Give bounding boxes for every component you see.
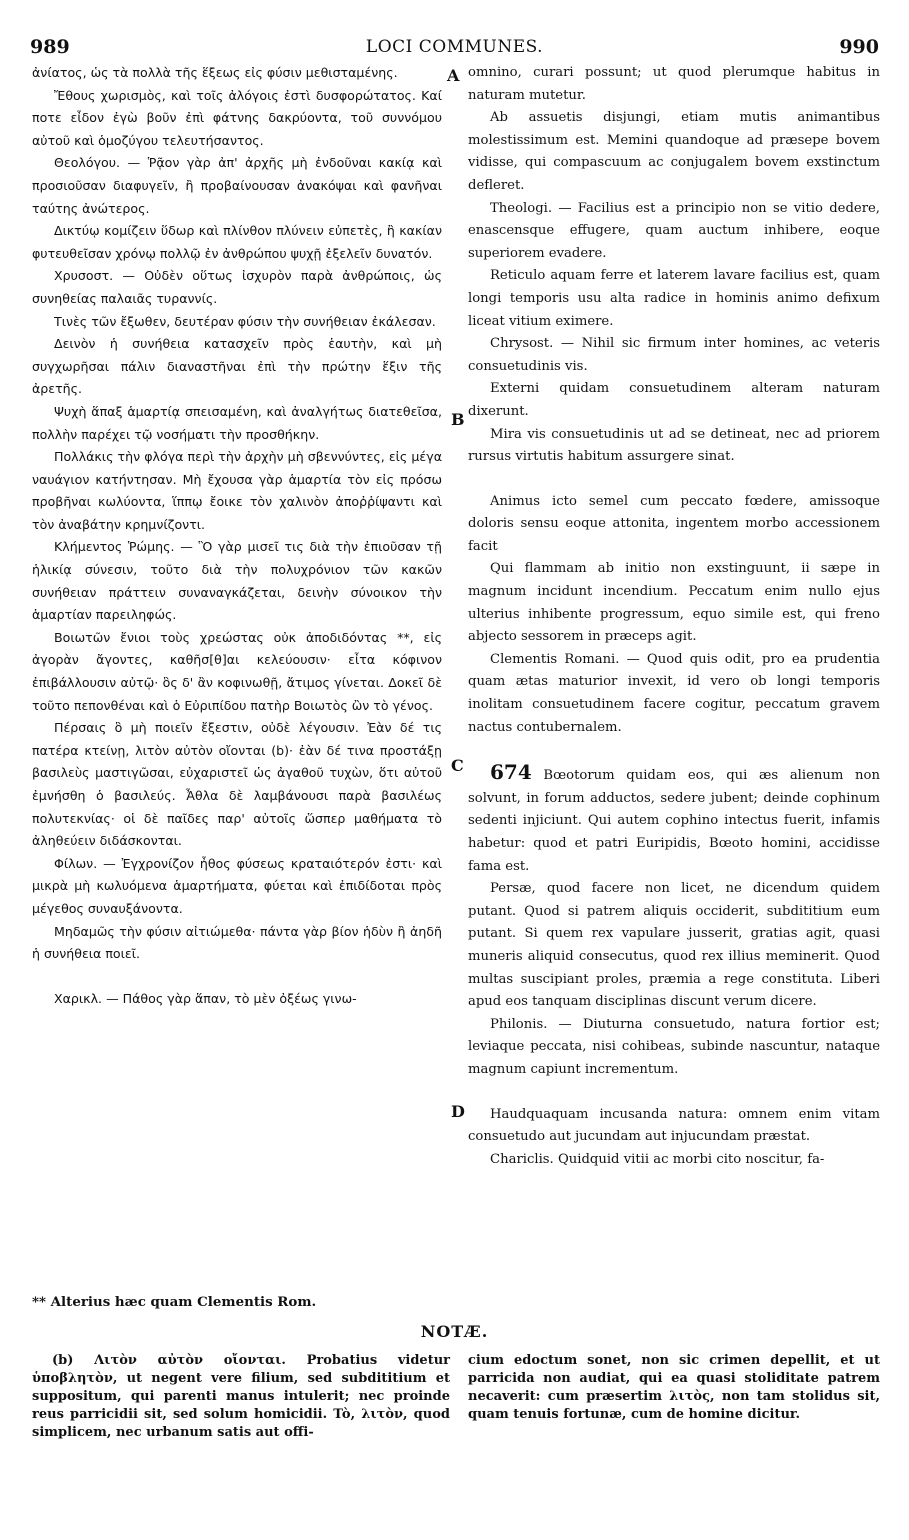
- latin-paragraph: Reticulo aquam ferre et laterem lavare facilius est, quam longi temporis usu alta radice in hominis animo defixum liceat vitium eximere.: [468, 268, 880, 329]
- greek-paragraph: Ἔθους χωρισμὸς, καὶ τοῖς ἀλόγοις ἐστὶ δυσφορώτατος. Καί ποτε εἶδον ἐγὼ βοῦν ἐπὶ φάτνης δακρύοντα, τοῦ συννόμου αὐτοῦ καὶ ὁμοζύγου τελευτήσαντος.: [32, 87, 442, 148]
- page-number-left: 989: [30, 36, 70, 58]
- latin-paragraph: omnino, curari possunt; ut quod plerumque habitus in naturam mutetur.: [468, 65, 880, 103]
- notes-heading: NOTÆ.: [420, 1322, 489, 1341]
- greek-paragraph: Πέρσαις ὃ μὴ ποιεῖν ἔξεστιν, οὐδὲ λέγουσιν. Ἐὰν δέ τις πατέρα κτείνῃ, λιτὸν αὐτὸν οἴονται (b)· ἐὰν δέ τινα προστάξῃ βασιλεὺς μαστιγῶσαι, εὐχαριστεῖ ὡς ἀγαθοῦ τυχὼν, ὅτι αὐτοῦ ἐμνήσθη ὁ βασιλεύς. Ἆθλα δὲ λαμβάνουσι παρὰ βασιλέως πολυτεκνίας· οἱ δὲ παῖδες παρ' αὐτοῖς ὥσπερ μαθήματα τὸ ἀληθεύειν διδάσκονται.: [32, 720, 442, 849]
- greek-paragraph: Χαρικλ. — Πάθος γὰρ ἅπαν, τὸ μὲν ὀξέως γινω-: [54, 990, 357, 1006]
- greek-paragraph: Δικτύῳ κομίζειν ὕδωρ καὶ πλίνθον πλύνειν εὐπετὲς, ἢ κακίαν φυτευθεῖσαν χρόνῳ πολλῷ ἐν ἀνθρώπου ψυχῇ ἐξελεῖν δυνατόν.: [32, 223, 442, 261]
- latin-paragraph: Chariclis. Quidquid vitii ac morbi cito noscitur, fa-: [490, 1151, 825, 1167]
- margin-letter-a: A: [447, 66, 460, 85]
- footnote: ** Alterius hæc quam Clementis Rom.: [32, 1294, 317, 1310]
- section-number: 674: [490, 760, 532, 785]
- greek-column: [32, 62, 442, 1274]
- greek-paragraph: ἀνίατος, ὡς τὰ πολλὰ τῆς ἕξεως εἰς φύσιν μεθισταμένης.: [32, 65, 398, 80]
- margin-letter-b: B: [451, 410, 465, 429]
- greek-paragraph: Κλήμεντος Ῥώμης. — Ὃ γὰρ μισεῖ τις διὰ τὴν ἐπιοῦσαν τῇ ἡλικίᾳ σύνεσιν, τοῦτο διὰ τὴν πολυχρόνιον τῶν κακῶν συνήθειαν πράττειν συναναγκάζεται, δεινὴν σύνοικον τὴν ἁμαρτίαν παρειληφώς.: [32, 539, 442, 623]
- latin-paragraph: Theologi. — Facilius est a principio non se vitio dedere, enascensque effugere, quam auctum inhibere, eoque superiorem evadere.: [468, 200, 880, 261]
- greek-paragraph: Τινὲς τῶν ἔξωθεν, δευτέραν φύσιν τὴν συνήθειαν ἐκάλεσαν.: [54, 313, 436, 329]
- greek-paragraph: Θεολόγου. — Ῥᾷον γὰρ ἀπ' ἀρχῆς μὴ ἐνδοῦναι κακίᾳ καὶ προσιοῦσαν διαφυγεῖν, ἢ προβαίνουσαν ἀνακόψαι καὶ φανῆναι ταύτης ἀνώτερος.: [32, 155, 442, 216]
- greek-paragraph: Ψυχὴ ἅπαξ ἁμαρτίᾳ σπεισαμένη, καὶ ἀναλγήτως διατεθεῖσα, πολλὴν παρέχει τῷ νοσήματι τὴν προσθήκην.: [32, 403, 442, 442]
- latin-paragraph: Mira vis consuetudinis ut ad se detineat, nec ad priorem rursus virtutis habitum assurgere sinat.: [468, 426, 880, 465]
- latin-paragraph: Animus icto semel cum peccato fœdere, amissoque doloris sensu eoque attonita, ingentem morbo accessionem facit: [468, 493, 880, 554]
- page-header: [30, 36, 879, 60]
- greek-paragraph: Βοιωτῶν ἔνιοι τοὺς χρεώστας οὐκ ἀποδιδόντας **, εἰς ἀγορὰν ἄγοντες, καθῆσ[θ]αι κελεύουσιν· εἶτα κόφινον ἐπιβάλλουσιν αὐτῷ· ὃς δ' ἂν κοφινωθῇ, ἄτιμος γίνεται. Δοκεῖ δὲ τοῦτο πεπονθέναι καὶ ὁ Εὐριπίδου πατὴρ Βοιωτὸς ὢν τὸ γένος.: [32, 629, 442, 713]
- latin-paragraph: Clementis Romani. — Quod quis odit, pro ea prudentia quam ætas maturior invexit, id vero ob longi temporis inolitam consuetudinem facere cogitur, peccatum gravem nactus contubernalem.: [468, 651, 880, 735]
- notes-right-column: [468, 1352, 880, 1424]
- latin-column: [468, 62, 880, 1274]
- latin-paragraph: Ab assuetis disjungi, etiam mutis animantibus molestissimum est. Memini quandoque ad præsepe bovem vidisse, qui compascuum ac conjugalem bovem exstinctum defleret.: [468, 110, 880, 193]
- note-text: cium edoctum sonet, non sic crimen depellit, et ut parricida non audiat, qui ea quasi stoliditate patrem necaverit: cum præsertim λιτὸς, non tam stolidus sit, quam tenuis fortunæ, cum de homine dicitur.: [468, 1353, 880, 1422]
- greek-paragraph: Χρυσοστ. — Οὐδὲν οὕτως ἰσχυρὸν παρὰ ἀνθρώποις, ὡς συνηθείας παλαιᾶς τυραννίς.: [32, 268, 442, 306]
- note-text: (b) Λιτὸν αὐτὸν οἴονται. Probatius videtur ὑποβλητὸν, ut negent vere filium, sed subdititium et suppositum, qui parenti manus intulerit; nec proinde reus parricidii sit, sed solum homicidii. Tò, λιτὸν, quod simplicem, nec urbanum satis aut offi-: [32, 1353, 450, 1440]
- margin-letter-d: D: [451, 1102, 465, 1121]
- greek-paragraph: Δεινὸν ἡ συνήθεια κατασχεῖν πρὸς ἑαυτὴν, καὶ μὴ συγχωρῆσαι πάλιν διαναστῆναι ἐπὶ τὴν πρώτην ἕξιν τῆς ἀρετῆς.: [32, 336, 442, 397]
- latin-paragraph: Philonis. — Diuturna consuetudo, natura fortior est; leviaque peccata, nisi cohibeas, subinde nascuntur, nataque magnum capiunt incrementum.: [468, 1016, 880, 1077]
- greek-paragraph: Πολλάκις τὴν φλόγα περὶ τὴν ἀρχὴν μὴ σβεννύντες, εἰς μέγα ναυάγιον κατήντησαν. Μὴ ἔχουσα γὰρ ἁμαρτία τὸν εἰς πρόσω προβῆναι κωλύοντα, ἵππῳ ἔοικε τὸν χαλινὸν ἀποῤῥίψαντι καὶ τὸν ἀναβάτην κρημνίζοντι.: [32, 449, 442, 532]
- latin-paragraph: Chrysost. — Nihil sic firmum inter homines, ac veteris consuetudinis vis.: [468, 336, 880, 374]
- latin-paragraph: Persæ, quod facere non licet, ne dicendum quidem putant. Quod si patrem aliquis occiderit, subdititium eum putant. Si quem rex vapulare jusserit, gratias agit, quasi muneris aliquid consecutus, quod rex illius meminerit. Quod multas suscipiant proles, præmia a rege constituta. Liberi apud eos tanquam disciplinas discunt verum dicere.: [468, 881, 880, 1010]
- running-title: LOCI COMMUNES.: [365, 37, 544, 57]
- notes-left-column: [32, 1352, 450, 1442]
- latin-paragraph: Haudquaquam incusanda natura: omnem enim vitam consuetudo aut jucundam aut injucundam præstat.: [468, 1106, 880, 1145]
- greek-paragraph: Φίλων. — Ἐγχρονίζον ἦθος φύσεως κραταιότερόν ἐστι· καὶ μικρὰ μὴ κωλυόμενα ἁμαρτήματα, φύεται καὶ ἐπιδίδοται πρὸς μέγεθος συναυξάνοντα.: [32, 855, 442, 916]
- latin-paragraph-text: Bœotorum quidam eos, qui æs alienum non solvunt, in forum adductos, sedere jubent; deinde cophinum sedenti injiciunt. Qui autem cophino intectus fuerit, infamis habetur: quod et patri Euripidis, Bœoto homini, accidisse fama est.: [468, 768, 880, 874]
- margin-letter-c: C: [451, 756, 464, 775]
- page-number-right: 990: [839, 36, 879, 58]
- latin-paragraph: Qui flammam ab initio non exstinguunt, ii sæpe in magnum incidunt incendium. Peccatum enim nullo ejus ulterius inhibente progressum, equo simile est, qui freno abjecto sessorem in præceps agit.: [468, 561, 880, 645]
- greek-paragraph: Μηδαμῶς τὴν φύσιν αἰτιώμεθα· πάντα γὰρ βίον ἡδὺν ἢ ἀηδῆ ἡ συνήθεια ποιεῖ.: [32, 923, 442, 962]
- latin-paragraph-numbered: [468, 761, 880, 878]
- latin-paragraph: Externi quidam consuetudinem alteram naturam dixerunt.: [468, 381, 880, 419]
